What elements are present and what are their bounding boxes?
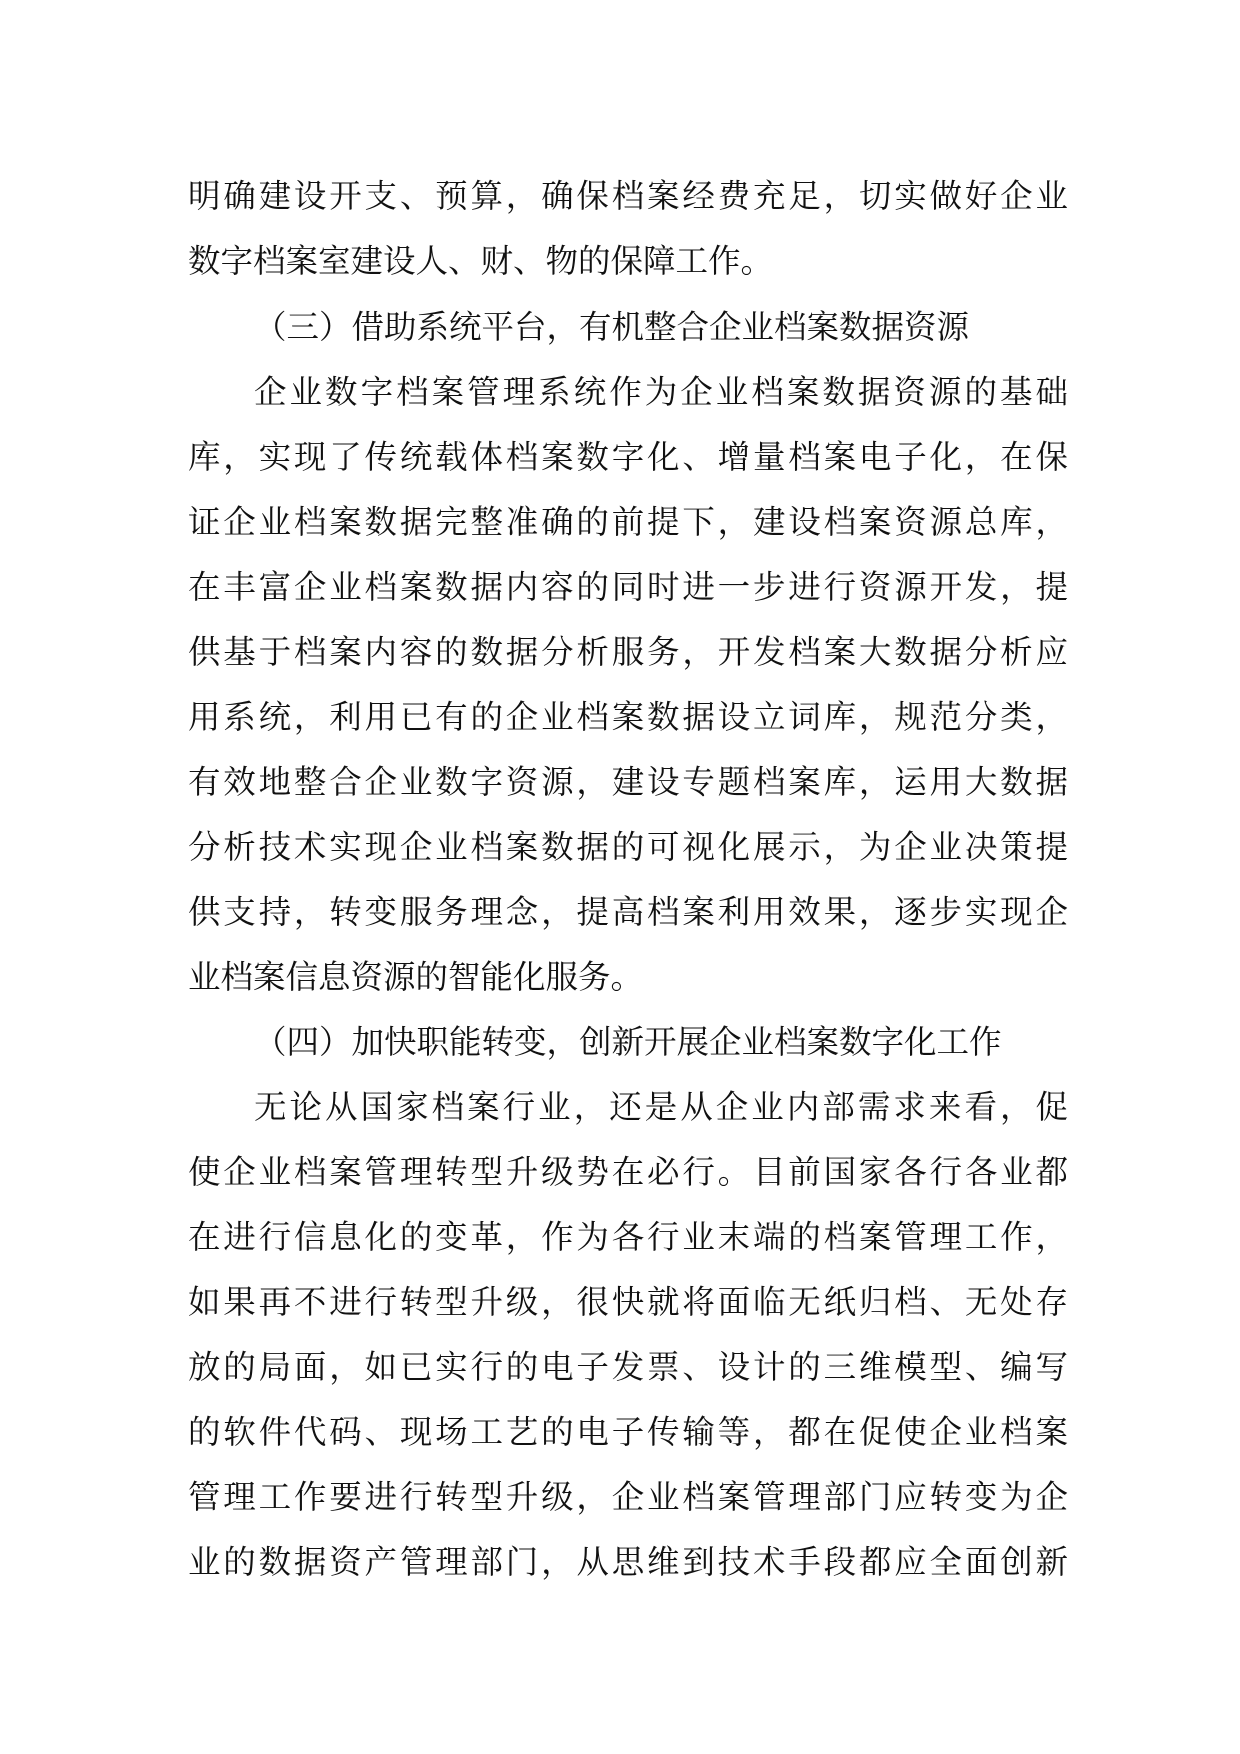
text-line: 管理工作要进行转型升级，企业档案管理部门应转变为企 [188, 1478, 1068, 1516]
text-line: 业的数据资产管理部门，从思维到技术手段都应全面创新 [188, 1543, 1068, 1581]
text-line: 有效地整合企业数字资源，建设专题档案库，运用大数据 [188, 763, 1068, 801]
text-line: 用系统，利用已有的企业档案数据设立词库，规范分类， [188, 698, 1068, 736]
text-line: 分析技术实现企业档案数据的可视化展示，为企业决策提 [188, 828, 1068, 866]
text-line: 使企业档案管理转型升级势在必行。目前国家各行各业都 [188, 1153, 1068, 1191]
text-line: 企业数字档案管理系统作为企业档案数据资源的基础 [254, 373, 1068, 411]
text-line: 在进行信息化的变革，作为各行业末端的档案管理工作， [188, 1218, 1068, 1256]
text-line: 供基于档案内容的数据分析服务，开发档案大数据分析应 [188, 633, 1068, 671]
section-heading: （四）加快职能转变，创新开展企业档案数字化工作 [254, 1023, 1002, 1061]
text-line: 明确建设开支、预算，确保档案经费充足，切实做好企业 [188, 177, 1068, 215]
text-line: 业档案信息资源的智能化服务。 [188, 958, 644, 996]
text-line: 库，实现了传统载体档案数字化、增量档案电子化，在保 [188, 438, 1068, 476]
text-line: 证企业档案数据完整准确的前提下，建设档案资源总库， [188, 503, 1068, 541]
text-line: 数字档案室建设人、财、物的保障工作。 [188, 242, 774, 280]
text-line: 的软件代码、现场工艺的电子传输等，都在促使企业档案 [188, 1413, 1068, 1451]
text-line: 放的局面，如已实行的电子发票、设计的三维模型、编写 [188, 1348, 1068, 1386]
section-heading: （三）借助系统平台，有机整合企业档案数据资源 [254, 308, 970, 346]
text-line: 如果再不进行转型升级，很快就将面临无纸归档、无处存 [188, 1283, 1068, 1321]
text-line: 在丰富企业档案数据内容的同时进一步进行资源开发，提 [188, 568, 1068, 606]
text-line: 无论从国家档案行业，还是从企业内部需求来看，促 [254, 1088, 1068, 1126]
text-line: 供支持，转变服务理念，提高档案利用效果，逐步实现企 [188, 893, 1068, 931]
